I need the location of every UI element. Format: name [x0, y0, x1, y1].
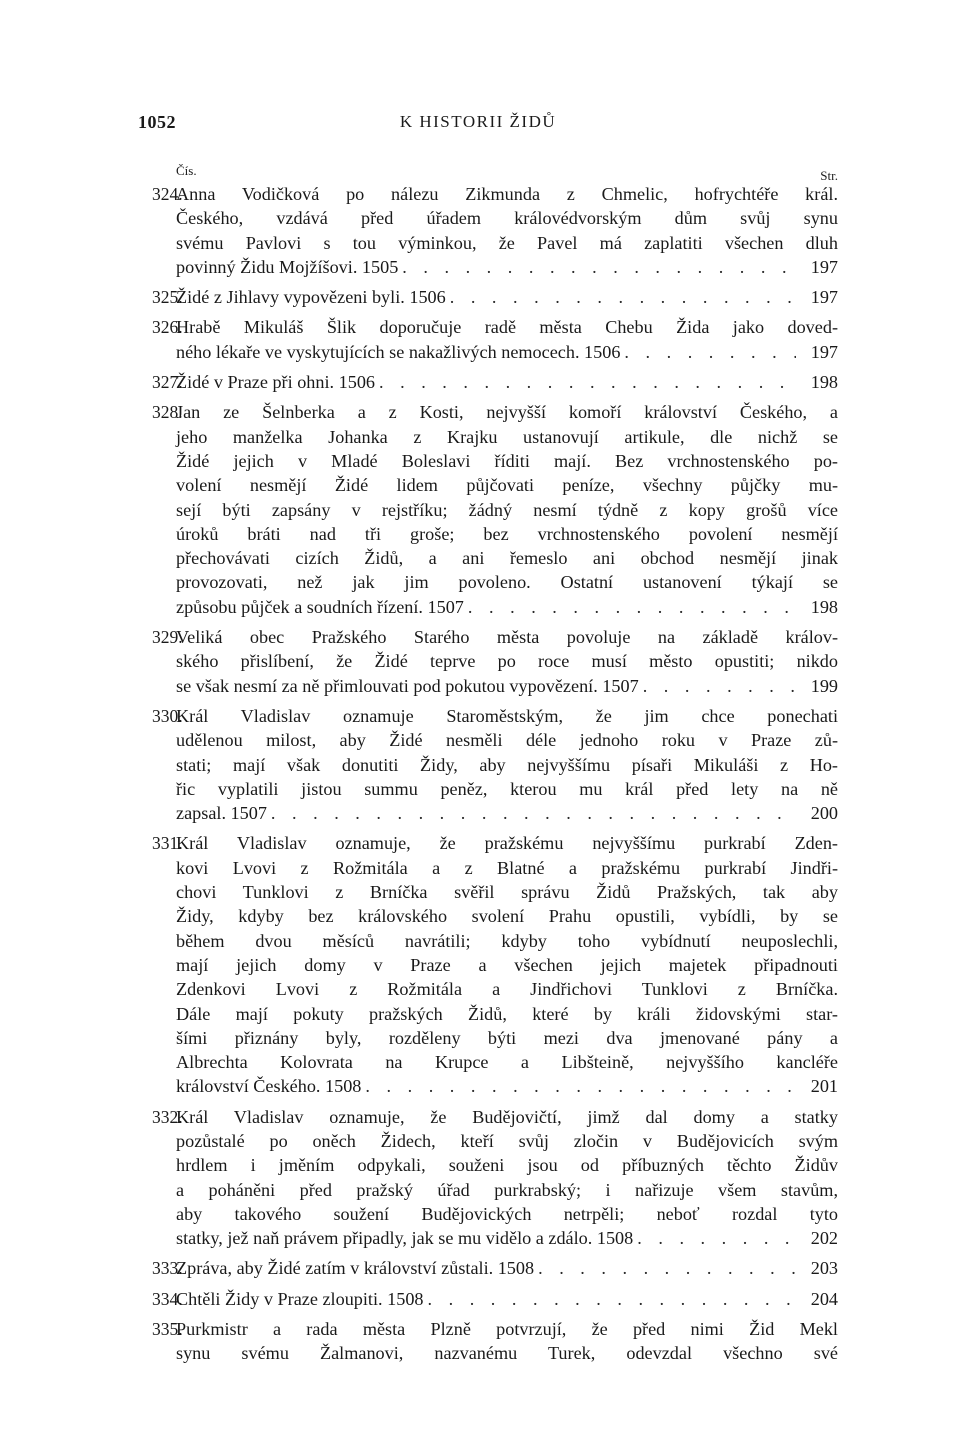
entry-text: chovi Tunklovi z Brníčka svěřil správu Židů Pražských, tak aby: [176, 882, 838, 903]
entry-text: Purkmistr a rada města Plzně potvrzují, že před nimi Žid Mekl: [176, 1319, 838, 1340]
entry-line: [176, 904, 838, 928]
leader-dots: [643, 674, 796, 698]
entry-text: povinný Židu Mojžíšovi. 1505: [176, 256, 399, 277]
leader-dots: [379, 370, 796, 394]
entry-text: a poháněni před pražský úřad purkrabský; i nařizuje všem stavům,: [176, 1179, 838, 1200]
entry-line: [176, 674, 838, 698]
entry-text: Hrabě Mikuláš Šlik doporučuje radě města Chebu Žida jako doved-: [176, 317, 838, 338]
entry-page-number: 197: [810, 256, 838, 277]
entry: [152, 315, 838, 364]
entry-text: úroků bráti nad tři groše; bez vrchnostenského povolení nesmějí: [176, 523, 838, 544]
page-number: 1052: [138, 112, 176, 132]
entry-number: 327.: [152, 372, 183, 393]
entry: [152, 625, 838, 698]
entry-number: 331.: [152, 833, 183, 854]
entry-number: 326.: [152, 317, 183, 338]
entry-text: Zdenkovi Lvovi z Rožmitála a Jindřichovi Tunklovi z Brníčka.: [176, 979, 838, 1000]
entry-page-number: 197: [810, 287, 838, 308]
entry-line: [176, 570, 838, 594]
entry-line: [176, 1050, 838, 1074]
entry: [152, 285, 838, 309]
entry-number: 328.: [152, 402, 183, 423]
leader-dots: [538, 1256, 796, 1280]
entry-text: Veliká obec Pražského Starého města povoluje na základě králov-: [176, 627, 838, 648]
entry-number: 324.: [152, 184, 183, 204]
entry-number: 333.: [152, 1258, 183, 1279]
entry-text: ského přislíbení, že Židé teprve po roce musí město opustiti; nikdo: [176, 651, 838, 672]
entry-line: [176, 1074, 838, 1098]
entry-text: Král Vladislav oznamuje Staroměstským, že jim chce ponechati: [176, 705, 838, 726]
leader-dots: [402, 255, 796, 279]
entry-line: [176, 400, 838, 424]
entry-text: způsobu půjček a soudních řízení. 1507: [176, 596, 464, 617]
entry-line: [176, 1256, 838, 1280]
leader-dots: [365, 1074, 796, 1098]
entry-text: během dvou měsíců navrátili; kdyby toho vybídnutí neuposlechli,: [176, 930, 838, 951]
entry-page-number: 198: [810, 372, 838, 393]
entry-line: [176, 753, 838, 777]
entry-line: [176, 595, 838, 619]
entry-line: [176, 546, 838, 570]
entry-line: [176, 1002, 838, 1026]
entry-text: Anna Vodičková po nálezu Zikmunda z Chmelic, hofrychtéře král.: [176, 184, 838, 204]
running-head: [138, 112, 818, 142]
entry-page-number: 201: [810, 1076, 838, 1097]
entry-text: Albrechta Kolovrata na Krupce a Libšteině, nejvyššího kancléře: [176, 1052, 838, 1073]
entry-line: [176, 953, 838, 977]
entry-text: Dále mají pokuty pražských Židů, které by králi židovskými star-: [176, 1003, 838, 1024]
entry-text: přechovávati cizích Židů, a ani řemeslo ani obchod nesmějí jinak: [176, 548, 838, 569]
entry-number: 330.: [152, 705, 183, 726]
entry-text: statky, jež naň právem připadly, jak se mu vidělo a zdálo. 1508: [176, 1228, 634, 1249]
entry-line: [176, 1178, 838, 1202]
entry: [152, 182, 838, 279]
leader-dots: [468, 595, 796, 619]
entry-text: sejí býti zapsány v rejstříku; žádný nesmí týdně z kopy grošů více: [176, 499, 838, 520]
entry-text: synu svému Žalmanovi, nazvanému Turek, odevzdal všechno své: [176, 1343, 838, 1364]
entry-list: [152, 182, 838, 1366]
entry-line: [176, 625, 838, 649]
entry: [152, 370, 838, 394]
entry-line: [176, 182, 838, 206]
entry-text: Král Vladislav oznamuje, že Budějovičtí, jimž dal domy a statky: [176, 1106, 838, 1127]
entry-text: pozůstalé po oněch Židech, kteří svůj zločin v Budějovicích svým: [176, 1130, 838, 1151]
entry-line: [176, 285, 838, 309]
entry: [152, 831, 838, 1098]
entry-text: se však nesmí za ně přimlouvati pod pokutou vypovězení. 1507: [176, 675, 639, 696]
entry-number: 332.: [152, 1106, 183, 1127]
entry-page-number: 204: [810, 1288, 838, 1309]
entry: [152, 1287, 838, 1311]
entry-text: Židé v Praze při ohni. 1506: [176, 372, 376, 393]
entry-text: Jan ze Šelnberka a z Kosti, nejvyšší komoří království Českého, a: [176, 402, 838, 423]
entry-text: provozovati, než jak jim povoleno. Ostatní ustanovení týkají se: [176, 572, 838, 593]
entry-line: [176, 425, 838, 449]
entry-text: stati; mají však donutiti Židy, aby nejvyššímu písaři Mikuláši z Ho-: [176, 754, 838, 775]
entry-line: [176, 1129, 838, 1153]
entry-text: Českého, vzdává před úřadem královédvorským dům svůj synu: [176, 208, 838, 229]
entry: [152, 1105, 838, 1251]
column-header-page: Str.: [820, 168, 838, 183]
column-headers: [176, 163, 838, 183]
entry-line: [176, 649, 838, 673]
entry-text: hrdlem i jměním odpykali, souženi jsou od příbuzných těchto Židův: [176, 1155, 838, 1176]
entry-page-number: 199: [810, 675, 838, 696]
entry-line: [176, 704, 838, 728]
entry-page-number: 197: [810, 341, 838, 362]
leader-dots: [637, 1226, 796, 1250]
entry-text: jeho manželka Johanka z Krajku ustanovují artikule, dle nichž se: [176, 426, 838, 447]
entry-line: [176, 777, 838, 801]
entry-line: [176, 1287, 838, 1311]
entry-text: království Českého. 1508: [176, 1076, 362, 1097]
entry-text: Zpráva, aby Židé zatím v království zůstali. 1508: [176, 1258, 535, 1279]
entry-text: šími přiznány byly, rozděleny býti mezi dva jmenované pány a: [176, 1027, 838, 1048]
entry: [152, 1317, 838, 1366]
entry-line: [176, 831, 838, 855]
entry-number: 335.: [152, 1319, 183, 1340]
entry-line: [176, 1226, 838, 1250]
entry-line: [176, 206, 838, 230]
entry-number: 329.: [152, 627, 183, 648]
entry-line: [176, 370, 838, 394]
entry-line: [176, 473, 838, 497]
entry-text: Židé jejich v Mladé Boleslavi říditi mají. Bez vrchnostenského po-: [176, 450, 838, 471]
entry-line: [176, 856, 838, 880]
entry-page-number: 198: [810, 596, 838, 617]
entry-page-number: 200: [810, 803, 838, 824]
entry-line: [176, 340, 838, 364]
entry-text: svému Pavlovi s tou výminkou, že Pavel má zaplatiti všechen dluh: [176, 232, 838, 253]
entry-text: Židy, kdyby bez královského svolení Prahu opustili, vybídli, by se: [176, 906, 838, 927]
entry-text: řic vyplatili jistou summu peněz, kterou mu král před lety na ně: [176, 778, 838, 799]
entry-line: [176, 449, 838, 473]
entry-line: [176, 231, 838, 255]
entry-line: [176, 1202, 838, 1226]
entry-line: [176, 1105, 838, 1129]
entry-line: [176, 1341, 838, 1365]
column-header-number: Čís.: [176, 163, 197, 178]
entry-number: 334.: [152, 1288, 183, 1309]
entry-text: Židé z Jihlavy vypovězeni byli. 1506: [176, 287, 446, 308]
entry-line: [176, 315, 838, 339]
leader-dots: [271, 801, 796, 825]
entry-line: [176, 1317, 838, 1341]
entry-text: Král Vladislav oznamuje, že pražskému nejvyššímu purkrabí Zden-: [176, 833, 838, 854]
entry-text: udělenou milost, aby Židé nesměli déle jednoho roku v Praze zů-: [176, 730, 838, 751]
entry: [152, 1256, 838, 1280]
entry-text: Chtěli Židy v Praze zloupiti. 1508: [176, 1288, 424, 1309]
entry-line: [176, 977, 838, 1001]
entry-text: volení nesmějí Židé lidem půjčovati peníze, všechny půjčky mu-: [176, 475, 838, 496]
entry-line: [176, 1153, 838, 1177]
leader-dots: [428, 1287, 796, 1311]
entry-text: kovi Lvovi z Rožmitála a z Blatné a pražskému purkrabí Jindři-: [176, 857, 838, 878]
entry-text: mají jejich domy v Praze a všechen jejich majetek připadnouti: [176, 954, 838, 975]
entry-page-number: 203: [810, 1258, 838, 1279]
entry-line: [176, 929, 838, 953]
entry-line: [176, 728, 838, 752]
entry-line: [176, 522, 838, 546]
entry-line: [176, 498, 838, 522]
entry-text: aby takového soužení Budějovických netrpěli; neboť rozdal tyto: [176, 1203, 838, 1224]
entry-page-number: 202: [810, 1228, 838, 1249]
entry-line: [176, 1026, 838, 1050]
entry-number: 325.: [152, 287, 183, 308]
entry-text: ného lékaře ve vyskytujících se nakažlivých nemocech. 1506: [176, 341, 621, 362]
entry-text: zapsal. 1507: [176, 803, 267, 824]
entry: [152, 704, 838, 825]
leader-dots: [624, 340, 796, 364]
leader-dots: [450, 285, 796, 309]
running-title: K HISTORII ŽIDŮ: [399, 112, 557, 131]
entry-line: [176, 255, 838, 279]
entry-line: [176, 801, 838, 825]
entry-line: [176, 880, 838, 904]
entry: [152, 400, 838, 619]
